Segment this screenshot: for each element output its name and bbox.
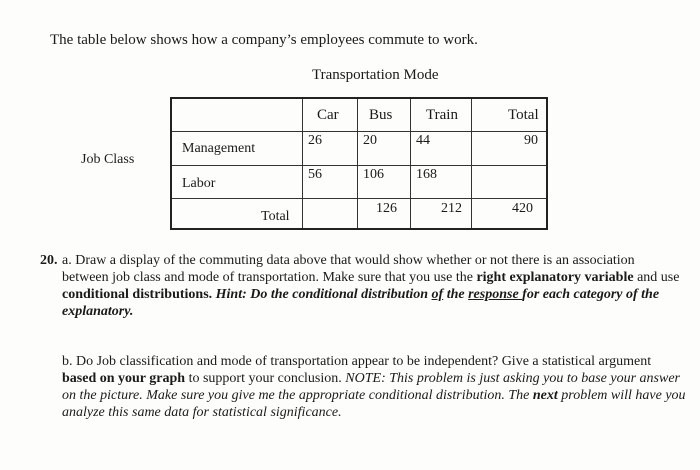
question-20a xyxy=(40,252,680,320)
cell-management-car: 26 xyxy=(308,133,322,148)
row-label-labor: Labor xyxy=(182,176,216,191)
cell-management-total: 90 xyxy=(524,133,538,148)
cell-total-train: 212 xyxy=(441,201,462,216)
cell-labor-bus: 106 xyxy=(363,167,384,182)
question-number: 20. xyxy=(40,253,58,268)
cell-labor-car: 56 xyxy=(308,167,322,182)
cell-total-bus: 126 xyxy=(376,201,397,216)
row-label-management: Management xyxy=(182,141,256,156)
row-label-total: Total xyxy=(261,209,290,224)
header-total: Total xyxy=(508,107,539,123)
grid-line xyxy=(172,198,546,199)
intro-text: The table below shows how a company’s employees commute to work. xyxy=(50,32,478,48)
cell-management-train: 44 xyxy=(416,133,430,148)
q20b-note-end: problem will have you analyze this same data for statistical significance. xyxy=(62,388,686,420)
q20a-hint: Hint: Do the conditional distribution xyxy=(212,287,432,302)
q20a-hint-of: of xyxy=(431,287,444,302)
column-title: Transportation Mode xyxy=(312,67,439,83)
q20b-bold-graph: based on your graph xyxy=(62,371,186,386)
q20a-bold-explanatory: right explanatory variable xyxy=(476,270,634,285)
q20a-hint-end: for each category of the explanatory. xyxy=(62,287,660,319)
grid-line xyxy=(172,165,546,166)
header-bus: Bus xyxy=(369,107,393,123)
q20b-note: NOTE: This problem is just asking you to base your answer on the picture. Make sure you give me the appropriate conditional distribution. The xyxy=(62,371,680,403)
q20a-text-2: and use xyxy=(633,270,680,285)
q20a-hint-response: response xyxy=(468,287,523,302)
cell-total-total: 420 xyxy=(512,201,533,216)
grid-line xyxy=(357,99,358,228)
header-train: Train xyxy=(426,107,458,123)
header-car: Car xyxy=(317,107,339,123)
cell-labor-train: 168 xyxy=(416,167,437,182)
q20a-hint-the: the xyxy=(443,287,469,302)
question-20b xyxy=(62,353,686,421)
q20a-text: a. Draw a display of the commuting data above that would show whether or not there is an association between job class and mode of transportation. Make sure that you use the xyxy=(62,253,635,285)
cell-management-bus: 20 xyxy=(363,133,377,148)
grid-line xyxy=(471,99,472,228)
q20b-next: next xyxy=(532,388,558,403)
row-title: Job Class xyxy=(81,152,135,167)
grid-line xyxy=(410,99,411,228)
q20a-bold-conditional: conditional distributions. xyxy=(62,287,213,302)
contingency-table xyxy=(170,97,548,230)
grid-line xyxy=(302,99,303,228)
grid-line xyxy=(172,131,546,132)
q20b-text-2: to support your conclusion. xyxy=(185,371,346,386)
q20b-text: b. Do Job classification and mode of transportation appear to be independent? Give a statistical argument xyxy=(62,354,652,369)
